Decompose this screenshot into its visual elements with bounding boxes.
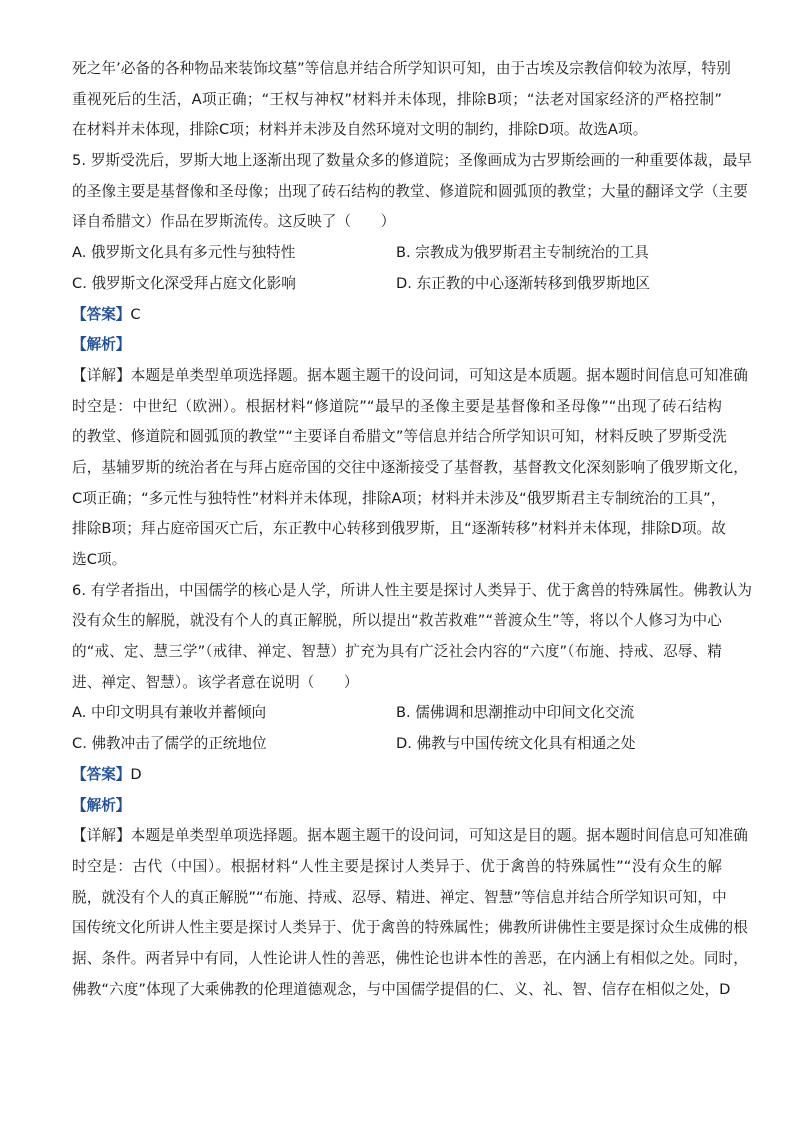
q6-analysis-line-1: 【详解】本题是单类型单项选择题。据本题主题干的设问词，可知这是目的题。据本题时间信息可知准确 [72,827,748,845]
q5-analysis-line-6: 排除B项；拜占庭帝国灭亡后，东正教中心转移到俄罗斯，且“逐渐转移”材料并未体现，排除D项。故 [72,520,726,538]
q5-options-row-2 [72,273,722,295]
q6-analysis-line-4: 国传统文化所讲人性主要是探讨人类异于、优于禽兽的特殊属性；佛教所讲佛性主要是探讨众生成佛的根 [72,919,748,937]
q5-analysis-line-7: 选C项。 [72,551,127,568]
q5-option-c: C. 俄罗斯文化深受拜占庭文化影响 [72,274,296,292]
q5-stem-line-2: 的圣像主要是基督像和圣母像；出现了砖石结构的教堂、修道院和圆弧顶的教堂；大量的翻译文学（主要 [72,182,748,200]
q5-answer [72,304,722,326]
q6-stem-line-1: 6. 有学者指出，中国儒学的核心是人学，所讲人性主要是探讨人类异于、优于禽兽的特殊属性。佛教认为 [72,581,753,599]
q6-answer-value: D [130,765,142,783]
q5-answer-label: 【答案】 [72,305,131,323]
q5-analysis-line-3: 的教堂、修道院和圆弧顶的教堂”“主要译自希腊文”等信息并结合所学知识可知，材料反映了罗斯受洗 [72,428,727,446]
q4-analysis-line-3: 在材料并未体现，排除C项；材料并未涉及自然环境对文明的制约，排除D项。故选A项。 [72,121,648,139]
q6-option-d: D. 佛教与中国传统文化具有相通之处 [396,735,636,753]
q6-analysis-line-5: 据、条件。两者异中有同，人性论讲人性的善恶，佛性论也讲本性的善恶，在内涵上有相似之处。同时， [72,949,748,967]
q5-option-a: A. 俄罗斯文化具有多元性与独特性 [72,244,296,262]
q6-answer [72,764,722,786]
q6-options-row-2 [72,733,722,755]
q6-stem-line-3: 的“戒、定、慧三学”（戒律、禅定、智慧）扩充为具有广泛社会内容的“六度”（布施、持戒、忍辱、精 [72,643,722,661]
document-page [72,58,753,1009]
q6-option-c: C. 佛教冲击了儒学的正统地位 [72,735,267,753]
q5-answer-value: C [130,305,141,323]
q6-analysis-label: 【解析】 [72,796,131,814]
q5-stem-line-1: 5. 罗斯受洗后，罗斯大地上逐渐出现了数量众多的修道院；圣像画成为古罗斯绘画的一种重要体裁，最早 [72,152,753,170]
q6-answer-label: 【答案】 [72,765,131,783]
q6-option-b: B. 儒佛调和思潮推动中印间文化交流 [396,704,635,722]
q5-analysis-line-5: C项正确；“多元性与独特性”材料并未体现，排除A项；材料并未涉及“俄罗斯君主专制统治的工具”， [72,489,726,507]
q6-analysis-line-2: 时空是：古代（中国）。根据材料“人性主要是探讨人类异于、优于禽兽的特殊属性”“没有众生的解 [72,857,722,875]
q6-options-row-1 [72,702,722,724]
q5-stem-line-3: 译自希腊文）作品在罗斯流传。这反映了（ ） [72,213,396,231]
q4-analysis-line-2: 重视死后的生活，A项正确；“王权与神权”材料并未体现，排除B项；“法老对国家经济的严格控制” [72,90,722,108]
q5-analysis-line-1: 【详解】本题是单类型单项选择题。据本题主题干的设问词，可知这是本质题。据本题时间信息可知准确 [72,366,748,384]
q5-option-b: B. 宗教成为俄罗斯君主专制统治的工具 [396,244,649,262]
q4-analysis-line-1: 死之年’必备的各种物品来装饰坟墓”等信息并结合所学知识可知，由于古埃及宗教信仰较为浓厚，特别 [72,60,731,77]
q5-option-d: D. 东正教的中心逐渐转移到俄罗斯地区 [396,274,651,292]
q5-analysis-line-2: 时空是：中世纪（欧洲）。根据材料“修道院”“最早的圣像主要是基督像和圣母像”“出现了砖石结构 [72,397,722,415]
q6-stem-line-2: 没有众生的解脱，就没有个人的真正解脱，所以提出“救苦救难”“普渡众生”等，将以个人修习为中心 [72,612,722,630]
q6-stem-line-4: 进、禅定、智慧）。该学者意在说明（ ） [72,673,359,691]
q5-analysis-label: 【解析】 [72,336,131,354]
q6-analysis-line-6: 佛教“六度”体现了大乘佛教的伦理道德观念，与中国儒学提倡的仁、义、礼、智、信存在相似之处，D [72,980,731,998]
q6-analysis-line-3: 脱，就没有个人的真正解脱”“布施、持戒、忍辱、精进、禅定、智慧”等信息并结合所学知识可知，中 [72,888,727,906]
q5-analysis-line-4: 后，基辅罗斯的统治者在与拜占庭帝国的交往中逐渐接受了基督教，基督教文化深刻影响了俄罗斯文化， [72,458,748,476]
q6-option-a: A. 中印文明具有兼收并蓄倾向 [72,704,267,722]
q5-options-row-1 [72,242,722,264]
